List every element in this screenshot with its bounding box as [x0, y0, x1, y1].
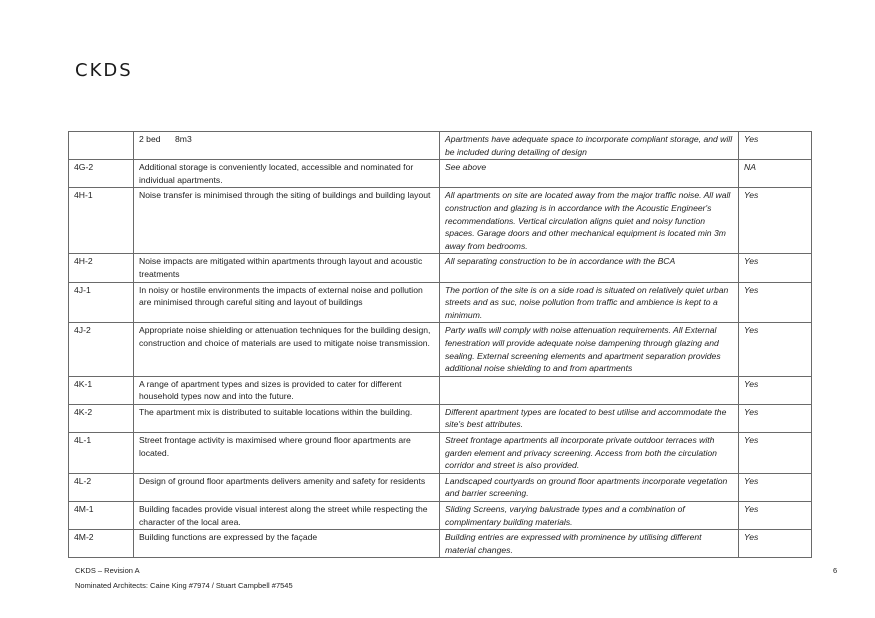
table-row — [69, 433, 812, 474]
table-row — [69, 404, 812, 432]
criterion-id-cell: 4J-2 — [69, 323, 134, 376]
criterion-id-cell: 4H-1 — [69, 188, 134, 254]
criterion-id-cell: 4L-2 — [69, 473, 134, 501]
table-row — [69, 473, 812, 501]
compliance-cell: Yes — [739, 323, 812, 376]
criterion-cell: In noisy or hostile environments the impacts of external noise and pollution are minimised through careful siting and layout of buildings — [134, 282, 440, 323]
design-criteria-table — [68, 131, 812, 558]
response-cell: All apartments on site are located away from the major traffic noise. All wall construction and glazing is in accordance with the Acoustic Engineer's recommendations. Vertical circulation aligns quiet and noisy function spaces. Garage doors and other mechanical equipment is located min 3m away from bedrooms. — [440, 188, 739, 254]
table-body — [69, 132, 812, 558]
table-row — [69, 282, 812, 323]
bedroom-type: 2 bed — [139, 134, 161, 144]
response-cell: Building entries are expressed with prominence by utilising different material changes. — [440, 530, 739, 558]
criterion-id-cell: 4K-1 — [69, 376, 134, 404]
response-cell: Street frontage apartments all incorporate private outdoor terraces with garden element and privacy screening. Access from both the circulation corridor and street is also provided. — [440, 433, 739, 474]
criterion-cell: Street frontage activity is maximised where ground floor apartments are located. — [134, 433, 440, 474]
compliance-cell: Yes — [739, 404, 812, 432]
compliance-cell: Yes — [739, 282, 812, 323]
response-cell: The portion of the site is on a side road is situated on relatively quiet urban streets and as suc, noise pollution from traffic and ambience is kept to a minimum. — [440, 282, 739, 323]
compliance-cell: Yes — [739, 473, 812, 501]
footer-architects: Nominated Architects: Caine King #7974 / Stuart Campbell #7545 — [75, 581, 293, 590]
compliance-cell: Yes — [739, 188, 812, 254]
table-row — [69, 502, 812, 530]
criterion-id-cell: 4H-2 — [69, 254, 134, 282]
criterion-id-cell — [69, 132, 134, 160]
criterion-cell: Appropriate noise shielding or attenuation techniques for the building design, construction and choice of materials are used to mitigate noise transmission. — [134, 323, 440, 376]
storage-volume: 8m3 — [175, 134, 192, 144]
criterion-cell: Building facades provide visual interest along the street while respecting the character of the local area. — [134, 502, 440, 530]
response-cell: Landscaped courtyards on ground floor apartments incorporate vegetation and barrier screening. — [440, 473, 739, 501]
compliance-cell: Yes — [739, 132, 812, 160]
criterion-cell: The apartment mix is distributed to suitable locations within the building. — [134, 404, 440, 432]
criterion-id-cell: 4K-2 — [69, 404, 134, 432]
page-number: 6 — [833, 566, 838, 575]
response-cell: See above — [440, 160, 739, 188]
compliance-cell: Yes — [739, 433, 812, 474]
response-cell: All separating construction to be in accordance with the BCA — [440, 254, 739, 282]
table-row — [69, 132, 812, 160]
criterion-cell: Building functions are expressed by the façade — [134, 530, 440, 558]
compliance-cell: NA — [739, 160, 812, 188]
table-row — [69, 160, 812, 188]
criterion-id-cell: 4G-2 — [69, 160, 134, 188]
company-logo: CKDS — [75, 60, 133, 81]
criterion-id-cell: 4L-1 — [69, 433, 134, 474]
table-row — [69, 254, 812, 282]
compliance-cell: Yes — [739, 376, 812, 404]
table-row — [69, 530, 812, 558]
table-row — [69, 376, 812, 404]
response-cell — [440, 376, 739, 404]
criterion-id-cell: 4M-2 — [69, 530, 134, 558]
criterion-cell: Noise transfer is minimised through the siting of buildings and building layout — [134, 188, 440, 254]
criterion-cell: Additional storage is conveniently located, accessible and nominated for individual apartments. — [134, 160, 440, 188]
criterion-id-cell: 4M-1 — [69, 502, 134, 530]
criterion-cell: Noise impacts are mitigated within apartments through layout and acoustic treatments — [134, 254, 440, 282]
footer-revision: CKDS – Revision A — [75, 566, 140, 575]
criterion-cell — [134, 132, 440, 160]
response-cell: Party walls will comply with noise attenuation requirements. All External fenestration will provide adequate noise dampening through glazing and sealing. External screening elements and apartment separation provides additional noise shielding to and from apartments — [440, 323, 739, 376]
response-cell: Sliding Screens, varying balustrade types and a combination of complimentary building materials. — [440, 502, 739, 530]
table-row — [69, 323, 812, 376]
table-row — [69, 188, 812, 254]
compliance-cell: Yes — [739, 502, 812, 530]
compliance-cell: Yes — [739, 530, 812, 558]
compliance-cell: Yes — [739, 254, 812, 282]
response-cell: Different apartment types are located to best utilise and accommodate the site's best attributes. — [440, 404, 739, 432]
criterion-cell: Design of ground floor apartments delivers amenity and safety for residents — [134, 473, 440, 501]
criterion-id-cell: 4J-1 — [69, 282, 134, 323]
criterion-cell: A range of apartment types and sizes is provided to cater for different household types now and into the future. — [134, 376, 440, 404]
response-cell: Apartments have adequate space to incorporate compliant storage, and will be included during detailing of design — [440, 132, 739, 160]
